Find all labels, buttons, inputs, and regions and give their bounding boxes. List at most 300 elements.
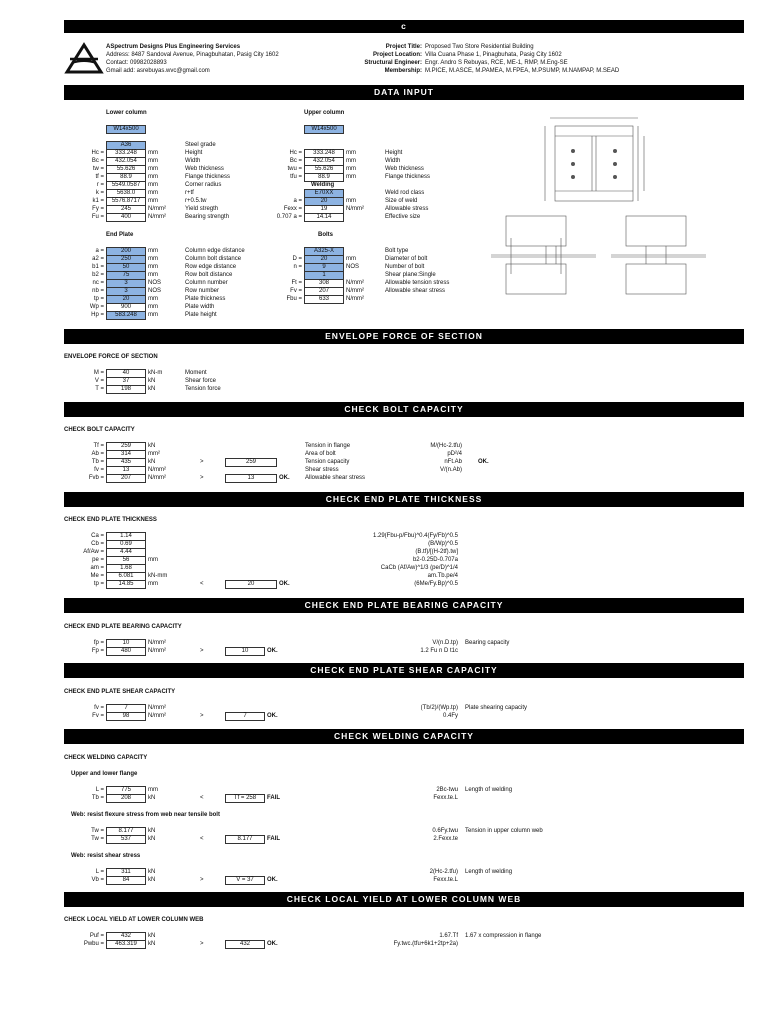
row-symbol: Tf = bbox=[93, 443, 104, 449]
row-unit: N/mm² bbox=[148, 206, 166, 212]
row-symbol: Fbu = bbox=[286, 296, 302, 302]
row-value-input[interactable]: 19 bbox=[304, 205, 344, 214]
row-value-input[interactable]: 84 bbox=[106, 876, 146, 885]
row-description: Height bbox=[185, 150, 203, 156]
row-value-input[interactable]: 20 bbox=[304, 255, 344, 264]
row-symbol: tf = bbox=[95, 174, 104, 180]
row-value-input[interactable]: 633 bbox=[304, 295, 344, 304]
row-formula: CaCb (Af/Aw)^1/3 (pe/D)^1/4 bbox=[380, 565, 458, 571]
end-plate-title: End Plate bbox=[106, 232, 134, 238]
top-bar-letter: c bbox=[401, 21, 407, 31]
row-value-input[interactable]: 245 bbox=[106, 205, 146, 214]
row-symbol: b1 = bbox=[92, 264, 104, 270]
row-unit: NOS bbox=[148, 280, 162, 286]
welding-group1-title: Upper and lower flange bbox=[71, 771, 138, 777]
row-formula: M/(Hc-2.tfu) bbox=[430, 443, 462, 449]
row-unit: N/mm² bbox=[346, 296, 364, 302]
row-value-input[interactable]: 259 bbox=[106, 442, 146, 451]
row-description: Row edge distance bbox=[185, 264, 237, 270]
row-value-input[interactable]: 55.626 bbox=[304, 165, 344, 174]
row-formula: am.Tb.pe/4 bbox=[427, 573, 458, 579]
row-description: Tension capacity bbox=[305, 459, 350, 465]
row-value-input[interactable]: 88.9 bbox=[106, 173, 146, 182]
row-unit: mm bbox=[148, 264, 158, 270]
row-result: OK. bbox=[267, 713, 278, 719]
row-value-input[interactable]: 14.85 bbox=[106, 580, 146, 589]
row-symbol: nc = bbox=[92, 280, 104, 286]
row-value-input[interactable]: 3 bbox=[106, 287, 146, 296]
row-symbol: Tw = bbox=[91, 836, 104, 842]
row-value-input[interactable]: 463.319 bbox=[106, 940, 146, 949]
row-unit: NOS bbox=[346, 264, 360, 270]
row-value-input[interactable]: 432.054 bbox=[304, 157, 344, 166]
row-value-input[interactable]: 56 bbox=[106, 556, 146, 565]
row-unit: mm bbox=[148, 190, 158, 196]
row-description: Allowable tension stress bbox=[385, 280, 450, 286]
row-unit: kN bbox=[148, 378, 156, 384]
row-value-input[interactable]: 50 bbox=[106, 263, 146, 272]
section-data-input bbox=[64, 85, 744, 100]
row-value-input[interactable]: 333.248 bbox=[304, 149, 344, 158]
row-symbol: Wp = bbox=[89, 304, 104, 310]
row-operator: > bbox=[200, 713, 204, 719]
row-compare-value: 432 bbox=[225, 940, 265, 949]
row-value-input[interactable]: 37 bbox=[106, 377, 146, 386]
row-description: Number of bolt bbox=[385, 264, 425, 270]
section-ep-bearing bbox=[64, 598, 744, 613]
row-description: Row bolt distance bbox=[185, 272, 233, 278]
row-symbol: Puf = bbox=[89, 933, 104, 939]
row-symbol: Hp = bbox=[91, 312, 104, 318]
row-symbol: D = bbox=[292, 256, 302, 262]
row-description: Allowable shear stress bbox=[385, 288, 446, 294]
top-bar bbox=[64, 20, 744, 33]
row-symbol: twu = bbox=[287, 166, 302, 172]
row-description: r+tf bbox=[185, 190, 194, 196]
row-description: Column number bbox=[185, 280, 228, 286]
row-symbol: a2 = bbox=[92, 256, 104, 262]
row-description: Plate width bbox=[185, 304, 215, 310]
row-symbol: Fp = bbox=[91, 648, 104, 654]
row-value-input[interactable]: 5576.8717 bbox=[106, 197, 146, 206]
row-formula: (B/Wp)^0.5 bbox=[428, 541, 458, 547]
row-compare-value: 8.177 bbox=[225, 835, 265, 844]
row-result: OK. bbox=[267, 648, 278, 654]
section-welding bbox=[64, 729, 744, 744]
row-symbol: tp = bbox=[93, 581, 104, 587]
row-symbol: L = bbox=[95, 787, 104, 793]
row-value-input[interactable]: 311 bbox=[106, 868, 146, 877]
row-operator: < bbox=[200, 581, 204, 587]
row-formula: 0.4Fy bbox=[442, 713, 458, 719]
row-operator: > bbox=[200, 941, 204, 947]
row-value-input[interactable]: 537 bbox=[106, 835, 146, 844]
row-description: Length of welding bbox=[465, 787, 513, 793]
section-envelope bbox=[64, 329, 744, 344]
row-description: Weld rod class bbox=[385, 190, 425, 196]
row-symbol: k = bbox=[95, 190, 104, 196]
row-symbol: Hc = bbox=[289, 150, 302, 156]
row-unit: kN bbox=[148, 869, 156, 875]
row-unit: mm² bbox=[148, 451, 160, 457]
row-value-input[interactable]: A325-X bbox=[304, 247, 344, 256]
row-value-input[interactable]: 208 bbox=[106, 794, 146, 803]
row-unit: mm bbox=[148, 150, 158, 156]
local-yield-subtitle: CHECK LOCAL YIELD AT LOWER COLUMN WEB bbox=[64, 917, 204, 923]
row-formula: Fexx.te.L bbox=[433, 877, 458, 883]
row-unit: N/mm² bbox=[148, 648, 166, 654]
row-formula: 1.2 Fu n D t1c bbox=[420, 648, 458, 654]
row-unit: mm bbox=[148, 581, 158, 587]
row-symbol: Fy = bbox=[92, 206, 104, 212]
row-unit: kN bbox=[148, 795, 156, 801]
row-unit: N/mm² bbox=[148, 640, 166, 646]
welding-group2-title: Web: resist flexure stress from web near tensile bolt bbox=[71, 812, 220, 818]
row-symbol: fv = bbox=[94, 467, 104, 473]
row-unit: mm bbox=[346, 158, 356, 164]
section-ep-bearing-title: CHECK END PLATE BEARING CAPACITY bbox=[304, 600, 504, 610]
row-formula: 2.Fexx.te bbox=[433, 836, 458, 842]
row-symbol: Tb = bbox=[91, 459, 104, 465]
row-operator: < bbox=[200, 836, 204, 842]
row-result: OK. bbox=[267, 941, 278, 947]
row-symbol: a = bbox=[95, 248, 104, 254]
row-value-input[interactable]: 432 bbox=[106, 932, 146, 941]
row-compare-value: Tf = 258 bbox=[225, 794, 265, 803]
row-result: OK. bbox=[279, 581, 290, 587]
section-envelope-title: ENVELOPE FORCE OF SECTION bbox=[325, 331, 483, 341]
row-value-input[interactable]: 1 bbox=[304, 271, 344, 280]
row-symbol: b2 = bbox=[92, 272, 104, 278]
row-formula: 1.29(Fbu-p/Fbu)^0.4(Fy/Fb)^0.5 bbox=[373, 533, 458, 539]
row-unit: mm bbox=[148, 256, 158, 262]
row-symbol: a = bbox=[293, 198, 302, 204]
company-logo-icon bbox=[64, 42, 104, 74]
row-operator: > bbox=[200, 648, 204, 654]
row-value-input[interactable]: 333.248 bbox=[106, 149, 146, 158]
row-description: 1.67 x compression in flange bbox=[465, 933, 542, 939]
structural-engineer-label: Structural Engineer: bbox=[364, 60, 422, 66]
row-description: Row number bbox=[185, 288, 220, 294]
row-unit: kN bbox=[148, 828, 156, 834]
row-description: Width bbox=[185, 158, 201, 164]
row-description: Web thickness bbox=[185, 166, 224, 172]
row-symbol: Tb = bbox=[91, 795, 104, 801]
row-unit: mm bbox=[148, 248, 158, 254]
bolt-subtitle: CHECK BOLT CAPACITY bbox=[64, 427, 135, 433]
row-unit: mm bbox=[148, 304, 158, 310]
row-value-input[interactable]: 0.69 bbox=[106, 540, 146, 549]
row-symbol: Fv = bbox=[290, 288, 302, 294]
row-description: Plate thickness bbox=[185, 296, 226, 302]
row-symbol: Ca = bbox=[91, 533, 104, 539]
row-unit: mm bbox=[346, 198, 356, 204]
row-symbol: Fu = bbox=[91, 214, 104, 220]
row-description: Column edge distance bbox=[185, 248, 245, 254]
row-symbol: fv = bbox=[94, 705, 104, 711]
row-description: Bearing strength bbox=[185, 214, 230, 220]
row-value-input[interactable]: 775 bbox=[106, 786, 146, 795]
row-value-input[interactable]: 198 bbox=[106, 385, 146, 394]
row-operator: < bbox=[200, 795, 204, 801]
row-value-input[interactable]: 400 bbox=[106, 213, 146, 222]
row-compare-value: 20 bbox=[225, 580, 277, 589]
row-value-input[interactable]: 480 bbox=[106, 647, 146, 656]
row-description: Effective size bbox=[385, 214, 421, 220]
row-description: Length of welding bbox=[465, 869, 513, 875]
row-value-input[interactable]: 3 bbox=[106, 279, 146, 288]
row-symbol: Cb = bbox=[91, 541, 104, 547]
row-description: Steel grade bbox=[185, 142, 216, 148]
row-description: Shear plane:Single bbox=[385, 272, 436, 278]
company-contact: Contact: 09982028893 bbox=[106, 60, 167, 66]
row-description: Bearing capacity bbox=[465, 640, 510, 646]
section-welding-title: CHECK WELDING CAPACITY bbox=[334, 731, 474, 741]
row-unit: mm bbox=[148, 198, 158, 204]
row-value-input[interactable]: 55.626 bbox=[106, 165, 146, 174]
row-symbol: fp = bbox=[93, 640, 104, 646]
row-description: Flange thickness bbox=[385, 174, 431, 180]
row-symbol: Me = bbox=[90, 573, 104, 579]
row-unit: N/mm² bbox=[148, 713, 166, 719]
row-symbol: tfu = bbox=[290, 174, 302, 180]
row-unit: N/mm² bbox=[346, 288, 364, 294]
row-unit: kN bbox=[148, 386, 156, 392]
row-result: OK. bbox=[267, 877, 278, 883]
welding-group3-title: Web: resist shear stress bbox=[71, 853, 141, 859]
row-value-input[interactable]: 308 bbox=[304, 279, 344, 288]
section-local-yield-title: CHECK LOCAL YIELD AT LOWER COLUMN WEB bbox=[286, 894, 522, 904]
row-symbol: Bc = bbox=[289, 158, 302, 164]
row-value-input[interactable]: A36 bbox=[106, 141, 146, 150]
lower-column-title: Lower column bbox=[106, 110, 147, 116]
row-description: Diameter of bolt bbox=[385, 256, 428, 262]
row-symbol: T = bbox=[95, 386, 104, 392]
row-unit: mm bbox=[148, 174, 158, 180]
row-compare-value: V = 37 bbox=[225, 876, 265, 885]
row-description: Web thickness bbox=[385, 166, 424, 172]
row-formula: (Tb/2)/(Wp.tp) bbox=[420, 705, 458, 711]
row-value-input[interactable]: 9 bbox=[304, 263, 344, 272]
row-operator: > bbox=[200, 877, 204, 883]
row-value-input[interactable]: 207 bbox=[304, 287, 344, 296]
row-formula: nFt.Ab bbox=[444, 459, 462, 465]
upper-column-title: Upper column bbox=[304, 110, 345, 116]
row-value-input[interactable]: 6.081 bbox=[106, 572, 146, 581]
row-value-input[interactable]: 200 bbox=[106, 247, 146, 256]
row-value-input[interactable]: 40 bbox=[106, 369, 146, 378]
row-description: Flange thickness bbox=[185, 174, 231, 180]
row-description: Allowable shear stress bbox=[305, 475, 366, 481]
ep-shear-subtitle: CHECK END PLATE SHEAR CAPACITY bbox=[64, 689, 176, 695]
section-ep-thickness-title: CHECK END PLATE THICKNESS bbox=[325, 494, 483, 504]
row-symbol: Fexx = bbox=[283, 206, 302, 212]
row-value-input[interactable]: 314 bbox=[106, 450, 146, 459]
row-formula: V/(n.Ab) bbox=[439, 467, 462, 473]
row-value-input[interactable]: 20 bbox=[106, 295, 146, 304]
row-unit: mm bbox=[148, 158, 158, 164]
row-result: FAIL bbox=[267, 836, 280, 842]
row-unit: kN bbox=[148, 443, 156, 449]
row-formula: Fy.twc.(tfu+6k1+2tp+2a) bbox=[393, 941, 458, 947]
ep-thickness-subtitle: CHECK END PLATE THICKNESS bbox=[64, 517, 157, 523]
row-symbol: tp = bbox=[93, 296, 104, 302]
section-local-yield bbox=[64, 892, 744, 907]
membership: M.PICE, M.ASCE, M.PAMEA, M.FPEA, M.PSUMP, M.NAMPAP, M.SEAD bbox=[425, 68, 620, 74]
elevation-drawing-right bbox=[606, 208, 716, 300]
row-description: Plate height bbox=[185, 312, 217, 318]
row-value-input[interactable]: 10 bbox=[106, 639, 146, 648]
row-description: Shear stress bbox=[305, 467, 339, 473]
row-value-input[interactable]: 583.248 bbox=[106, 311, 146, 320]
row-value-input[interactable]: 5638.0 bbox=[106, 189, 146, 198]
row-unit: N/mm² bbox=[346, 280, 364, 286]
row-value-input[interactable]: 75 bbox=[106, 271, 146, 280]
row-unit: N/mm² bbox=[148, 467, 166, 473]
section-data-input-title: DATA INPUT bbox=[374, 87, 434, 97]
row-unit: N/mm² bbox=[346, 206, 364, 212]
section-ep-shear-title: CHECK END PLATE SHEAR CAPACITY bbox=[310, 665, 498, 675]
row-value-input[interactable]: 7 bbox=[106, 704, 146, 713]
row-symbol: Fvb = bbox=[88, 475, 104, 481]
row-symbol: pe = bbox=[92, 557, 104, 563]
section-bolt bbox=[64, 402, 744, 417]
row-symbol: nb = bbox=[92, 288, 104, 294]
row-value-input[interactable]: 900 bbox=[106, 303, 146, 312]
row-formula: (B.tf)/[(H-2tf).tw] bbox=[415, 549, 458, 555]
row-description: Size of weld bbox=[385, 198, 418, 204]
row-formula: 0.6Fy.twu bbox=[432, 828, 458, 834]
row-description: Tension force bbox=[185, 386, 221, 392]
row-value-input[interactable]: 432.054 bbox=[106, 157, 146, 166]
row-formula: b2-0.25D-0.707a bbox=[412, 557, 458, 563]
row-formula: 2Bc-twu bbox=[436, 787, 458, 793]
row-unit: mm bbox=[148, 787, 158, 793]
row-symbol: V = bbox=[94, 378, 104, 384]
row-unit: kN-m bbox=[148, 370, 163, 376]
row-value-input[interactable]: 250 bbox=[106, 255, 146, 264]
project-location: Villa Cuana Phase 1, Pinagbuhata, Pasig City 1602 bbox=[425, 52, 562, 58]
row-operator: > bbox=[200, 459, 204, 465]
row-description: Moment bbox=[185, 370, 207, 376]
row-value-input[interactable]: 1.68 bbox=[106, 564, 146, 573]
row-symbol: Vb = bbox=[91, 877, 104, 883]
column-section-drawing bbox=[540, 108, 670, 208]
row-description: Tension in flange bbox=[305, 443, 351, 449]
row-value-input[interactable]: 20 bbox=[304, 197, 344, 206]
project-title-label: Project Title: bbox=[385, 44, 422, 50]
row-description: r+0.5.tw bbox=[185, 198, 207, 204]
row-unit: kN bbox=[148, 877, 156, 883]
row-symbol: n = bbox=[293, 264, 302, 270]
elevation-drawing-left bbox=[486, 208, 606, 300]
welding-subtitle: CHECK WELDING CAPACITY bbox=[64, 755, 148, 761]
row-unit: N/mm² bbox=[148, 705, 166, 711]
row-description: Yield stregth bbox=[185, 206, 219, 212]
row-value-input[interactable]: E70XX bbox=[304, 189, 344, 198]
row-compare-value: 13 bbox=[225, 474, 277, 483]
lower-section-input[interactable]: W14x500 bbox=[106, 125, 146, 134]
row-description: Column bolt distance bbox=[185, 256, 242, 262]
row-symbol: k1 = bbox=[92, 198, 104, 204]
row-unit: kN bbox=[148, 933, 156, 939]
row-description: Shear force bbox=[185, 378, 217, 384]
row-formula: 2(Hc-2.tfu) bbox=[429, 869, 458, 875]
row-unit: mm bbox=[148, 557, 158, 563]
project-title: Proposed Two Store Residential Building bbox=[425, 44, 534, 50]
row-symbol: Pwbu = bbox=[83, 941, 104, 947]
row-unit: NOS bbox=[148, 288, 162, 294]
membership-label: Membership: bbox=[384, 68, 422, 74]
row-unit: kN bbox=[148, 836, 156, 842]
upper-section-input[interactable]: W14x500 bbox=[304, 125, 344, 134]
row-unit: mm bbox=[346, 166, 356, 172]
row-description: Plate shearing capacity bbox=[465, 705, 528, 711]
project-location-label: Project Location: bbox=[372, 52, 422, 58]
row-unit: N/mm² bbox=[148, 214, 166, 220]
row-unit: mm bbox=[148, 182, 158, 188]
section-bolt-title: CHECK BOLT CAPACITY bbox=[344, 404, 464, 414]
company-address: Address: 8487 Sandoval Avenue, Pinagbuhatan, Pasig City 1602 bbox=[106, 52, 279, 58]
row-value-input[interactable]: 14.14 bbox=[304, 213, 344, 222]
company-email: Gmail add: asrebuyas.wvc@gmail.com bbox=[106, 68, 210, 74]
row-value-input[interactable]: 88.9 bbox=[304, 173, 344, 182]
row-description: Bolt type bbox=[385, 248, 409, 254]
structural-engineer: Engr. Andro S Rebuyas, RCE, ME-1, RMP, M.Eng-SE bbox=[425, 60, 568, 66]
row-value-input[interactable]: 435 bbox=[106, 458, 146, 467]
row-unit: kN-mm bbox=[148, 573, 168, 579]
row-unit: kN bbox=[148, 941, 156, 947]
bolts-title: Bolts bbox=[318, 232, 333, 238]
row-value-input[interactable]: 4.44 bbox=[106, 548, 146, 557]
row-formula: (6Me/Fy.Bp)^0.5 bbox=[414, 581, 458, 587]
row-description: Tension in upper column web bbox=[465, 828, 543, 834]
row-unit: mm bbox=[148, 166, 158, 172]
envelope-subtitle: ENVELOPE FORCE OF SECTION bbox=[64, 354, 158, 360]
row-formula: Fexx.te.L bbox=[433, 795, 458, 801]
row-symbol: Hc = bbox=[91, 150, 104, 156]
row-description: Area of bolt bbox=[305, 451, 336, 457]
row-compare-value: 259 bbox=[225, 458, 277, 467]
row-value-input[interactable]: 8.177 bbox=[106, 827, 146, 836]
row-unit: mm bbox=[148, 272, 158, 278]
row-value-input[interactable]: 13 bbox=[106, 466, 146, 475]
row-formula: 1.67.Tf bbox=[439, 933, 458, 939]
row-result: OK. bbox=[478, 459, 489, 465]
ep-bearing-subtitle: CHECK END PLATE BEARING CAPACITY bbox=[64, 624, 182, 630]
row-symbol: 0.707 a = bbox=[276, 214, 302, 220]
row-result: OK. bbox=[279, 475, 290, 481]
row-value-input[interactable]: 207 bbox=[106, 474, 146, 483]
row-compare-value: 7 bbox=[225, 712, 265, 721]
row-value-input[interactable]: 98 bbox=[106, 712, 146, 721]
row-symbol: r = bbox=[96, 182, 104, 188]
row-formula: V/(n.D.tp) bbox=[432, 640, 458, 646]
welding-title: Welding bbox=[311, 182, 335, 188]
row-unit: mm bbox=[346, 150, 356, 156]
company-name: ASpectrum Designs Plus Engineering Services bbox=[106, 44, 241, 50]
row-result: FAIL bbox=[267, 795, 280, 801]
row-value-input[interactable]: 5549.0587 bbox=[106, 181, 146, 190]
row-unit: mm bbox=[346, 256, 356, 262]
row-description: Corner radius bbox=[185, 182, 222, 188]
row-description: Allowable stress bbox=[385, 206, 429, 212]
row-symbol: am = bbox=[90, 565, 104, 571]
row-description: Height bbox=[385, 150, 403, 156]
row-value-input[interactable]: 1.14 bbox=[106, 532, 146, 541]
row-symbol: M = bbox=[93, 370, 104, 376]
row-symbol: Af/Aw = bbox=[83, 549, 104, 555]
